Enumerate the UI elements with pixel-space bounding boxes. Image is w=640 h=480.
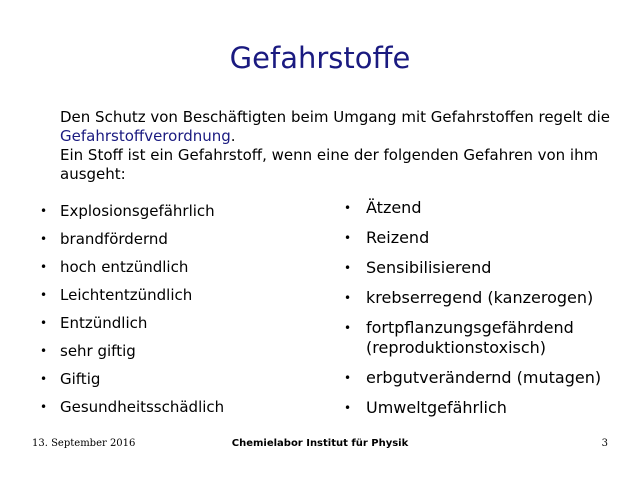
list-item-label: Leichtentzündlich — [60, 286, 193, 304]
list-item-label: krebserregend (kanzerogen) — [366, 288, 594, 307]
bullet-icon: • — [344, 401, 352, 415]
list-item — [40, 257, 310, 285]
intro-line-1: Den Schutz von Beschäftigten beim Umgang mit Gefahrstoffen regelt die — [60, 108, 611, 126]
list-item — [344, 198, 624, 218]
bullet-icon: • — [344, 321, 352, 335]
list-item — [40, 341, 310, 369]
list-item — [40, 201, 310, 229]
bullet-icon: • — [344, 231, 352, 245]
list-item — [344, 258, 624, 278]
list-item-label: erbgutverändernd (mutagen) — [366, 368, 602, 387]
list-item — [40, 369, 310, 397]
list-item — [344, 318, 624, 358]
list-item-label: fortpflanzungsgefährdend — [366, 318, 574, 337]
intro-line-3: Ein Stoff ist ein Gefahrstoff, wenn eine der folgenden Gefahren von ihm — [60, 146, 599, 164]
bullet-icon: • — [40, 288, 48, 302]
page-number: 3 — [601, 438, 608, 449]
list-item-label: Giftig — [60, 370, 101, 388]
bullet-icon: • — [40, 344, 48, 358]
bullet-icon: • — [344, 371, 352, 385]
intro-line-4: ausgeht: — [60, 165, 126, 183]
list-item — [40, 229, 310, 257]
list-item-label: Umweltgefährlich — [366, 398, 507, 417]
bullet-icon: • — [40, 204, 48, 218]
list-item-label: Sensibilisierend — [366, 258, 492, 277]
bullet-icon: • — [344, 261, 352, 275]
list-item — [344, 368, 624, 388]
intro-line-2 — [60, 127, 600, 146]
regulation-link[interactable]: Gefahrstoffverordnung — [60, 127, 231, 145]
list-item-label: Explosionsgefährlich — [60, 202, 215, 220]
footer-institution: Chemielabor Institut für Physik — [231, 438, 409, 449]
list-item — [344, 288, 624, 308]
bullet-icon: • — [344, 201, 352, 215]
list-item-label: Ätzend — [366, 198, 422, 217]
slide-title: Gefahrstoffe — [229, 41, 411, 75]
list-item-label: Reizend — [366, 228, 430, 247]
intro-paragraph — [60, 108, 611, 184]
right-hazard-list — [344, 198, 624, 428]
list-item — [40, 285, 310, 313]
list-item — [40, 397, 310, 425]
list-item-label: Gesundheitsschädlich — [60, 398, 225, 416]
bullet-icon: • — [40, 316, 48, 330]
bullet-icon: • — [40, 400, 48, 414]
link-suffix: . — [230, 127, 236, 145]
bullet-icon: • — [344, 291, 352, 305]
list-item-label-continued: (reproduktionstoxisch) — [366, 338, 547, 357]
footer-date: 13. September 2016 — [32, 438, 136, 449]
bullet-icon: • — [40, 260, 48, 274]
list-item-label: sehr giftig — [60, 342, 136, 360]
bullet-icon: • — [40, 232, 48, 246]
left-hazard-list — [40, 201, 310, 425]
list-item — [344, 228, 624, 248]
list-item — [344, 398, 624, 418]
bullet-icon: • — [40, 372, 48, 386]
list-item — [40, 313, 310, 341]
list-item-label: hoch entzündlich — [60, 258, 189, 276]
list-item-label: brandfördernd — [60, 230, 168, 248]
list-item-label: Entzündlich — [60, 314, 148, 332]
